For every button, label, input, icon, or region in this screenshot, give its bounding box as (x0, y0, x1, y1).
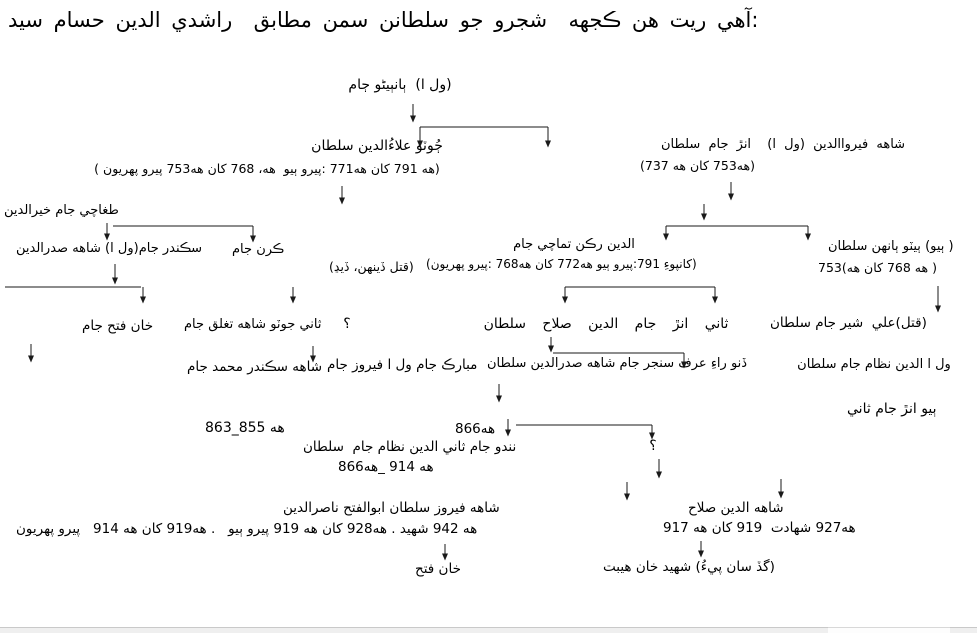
node-unknown-left: ؟ (343, 316, 351, 332)
node-jam-taghlaq-shah-juno-ii: جام تغلق شاهه جوٽو ثاني (184, 317, 322, 332)
node-jam-tamachi-ruknuddin: جام تماچي رڪن الدين (513, 237, 635, 252)
node-sultan-jam-nizamuddin-ii-jam-nando: سلطان جام نظام الدين ثاني جام نندو (303, 439, 517, 455)
node-sultan-alauddin-juno: سلطان علاءُالدين ڄُوٽو (311, 138, 443, 154)
node-jam-fateh-khan: جام فتح خان (82, 318, 154, 334)
node-sultan-jam-sher-ali: سلطان جام شير علي(قتل) (770, 315, 927, 331)
date-866: 866هه (455, 421, 496, 437)
node-sultan-jam-nizamuddin-i: سلطان جام نظام الدين ا ول (797, 357, 951, 372)
node-tamachi-dates: (پهريون پيرو: 768هه کان 772هه ٻيو پيرو:791 کانپوءِ) (426, 257, 697, 271)
node-sultan-salahuddin-jam-unar-ii: سلطان صلاح الدين جام انڙ ثاني (483, 316, 729, 332)
node-fateh-khan: فتح خان (415, 561, 461, 577)
node-salahuddin-shah: صلاح الدين شاهه (688, 500, 784, 516)
node-jam-banbhino-i: ڄام ٻانٻيڻو (ا ول) (348, 77, 452, 93)
node-khairuddin-jam-tughachi: خيرالدين جام طغاچي (4, 203, 119, 218)
node-jam-karan: جام ڪرن (232, 242, 285, 257)
horizontal-scrollbar-thumb[interactable] (828, 627, 950, 633)
node-nasiruddin-abulfatah-sultan-feroz-shah: ناصرالدين ابوالفتح سلطان فيروز شاهه (283, 500, 500, 516)
node-sultan-jam-unar-i: سلطان جام انڙ (ا ول) فيرواالدين شاهه (660, 137, 906, 152)
node-nando-dates: 866هه_ 914 هه (338, 459, 434, 475)
node-jam-muhammad-sikandar-shah: جام محمد سڪندر شاهه (187, 359, 323, 375)
page-title: سيد حسام الدين راشدي مطابق سمن سلطانن جو شجرو ڪجهه هن ريت آهي: (8, 8, 759, 32)
node-unar-dates: (737 هه کان 753هه) (640, 158, 755, 173)
node-nasiruddin-dates: پهريون پيرو 914 هه کان 919هه . ٻيو پيرو 919 هه کان 928هه . شهيد 942 هه (16, 521, 478, 537)
node-sadruddin-shah-jam-sikandar: صدرالدين شاهه (ا ول)جام سڪندر (16, 241, 203, 256)
date-855-863: 863_855 هه (205, 420, 285, 436)
node-haibat-khan-shahid: هيبت خان شهيد (پيءُ سان گڏ) (603, 559, 775, 575)
node-sultan-sadruddin-shah-jam-sanjar: سلطان صدرالدين شاهه جام سنجر عرف راءِ ڏنو (487, 356, 748, 371)
node-alauddin-dates: ( پهريون پيرو 753هه کان 768 هه، ٻيو پيرو: 771هه کان 791 هه) (94, 161, 440, 176)
node-sani-jam-unar-bio: ثاني جام انڙ ٻيو (847, 401, 937, 417)
node-jam-feroz-i-jam-mubarak: جام فيروز ا ول جام مبارڪ (327, 357, 478, 373)
node-unknown-right: ؟ (649, 438, 657, 454)
note-jam-karan-killed: (ڏيڍ ڏينهن، قتل) (329, 259, 414, 274)
node-sultan-banhan-bitho-ii: سلطان ٻانهن ٻيٽو (ٻيو ) (828, 239, 954, 254)
node-salahuddin-shah-dates: 917 هه کان 919 شهادت 927هه (663, 520, 856, 536)
node-banhan-dates: 753(هه کان 768 هه ) (818, 260, 937, 275)
